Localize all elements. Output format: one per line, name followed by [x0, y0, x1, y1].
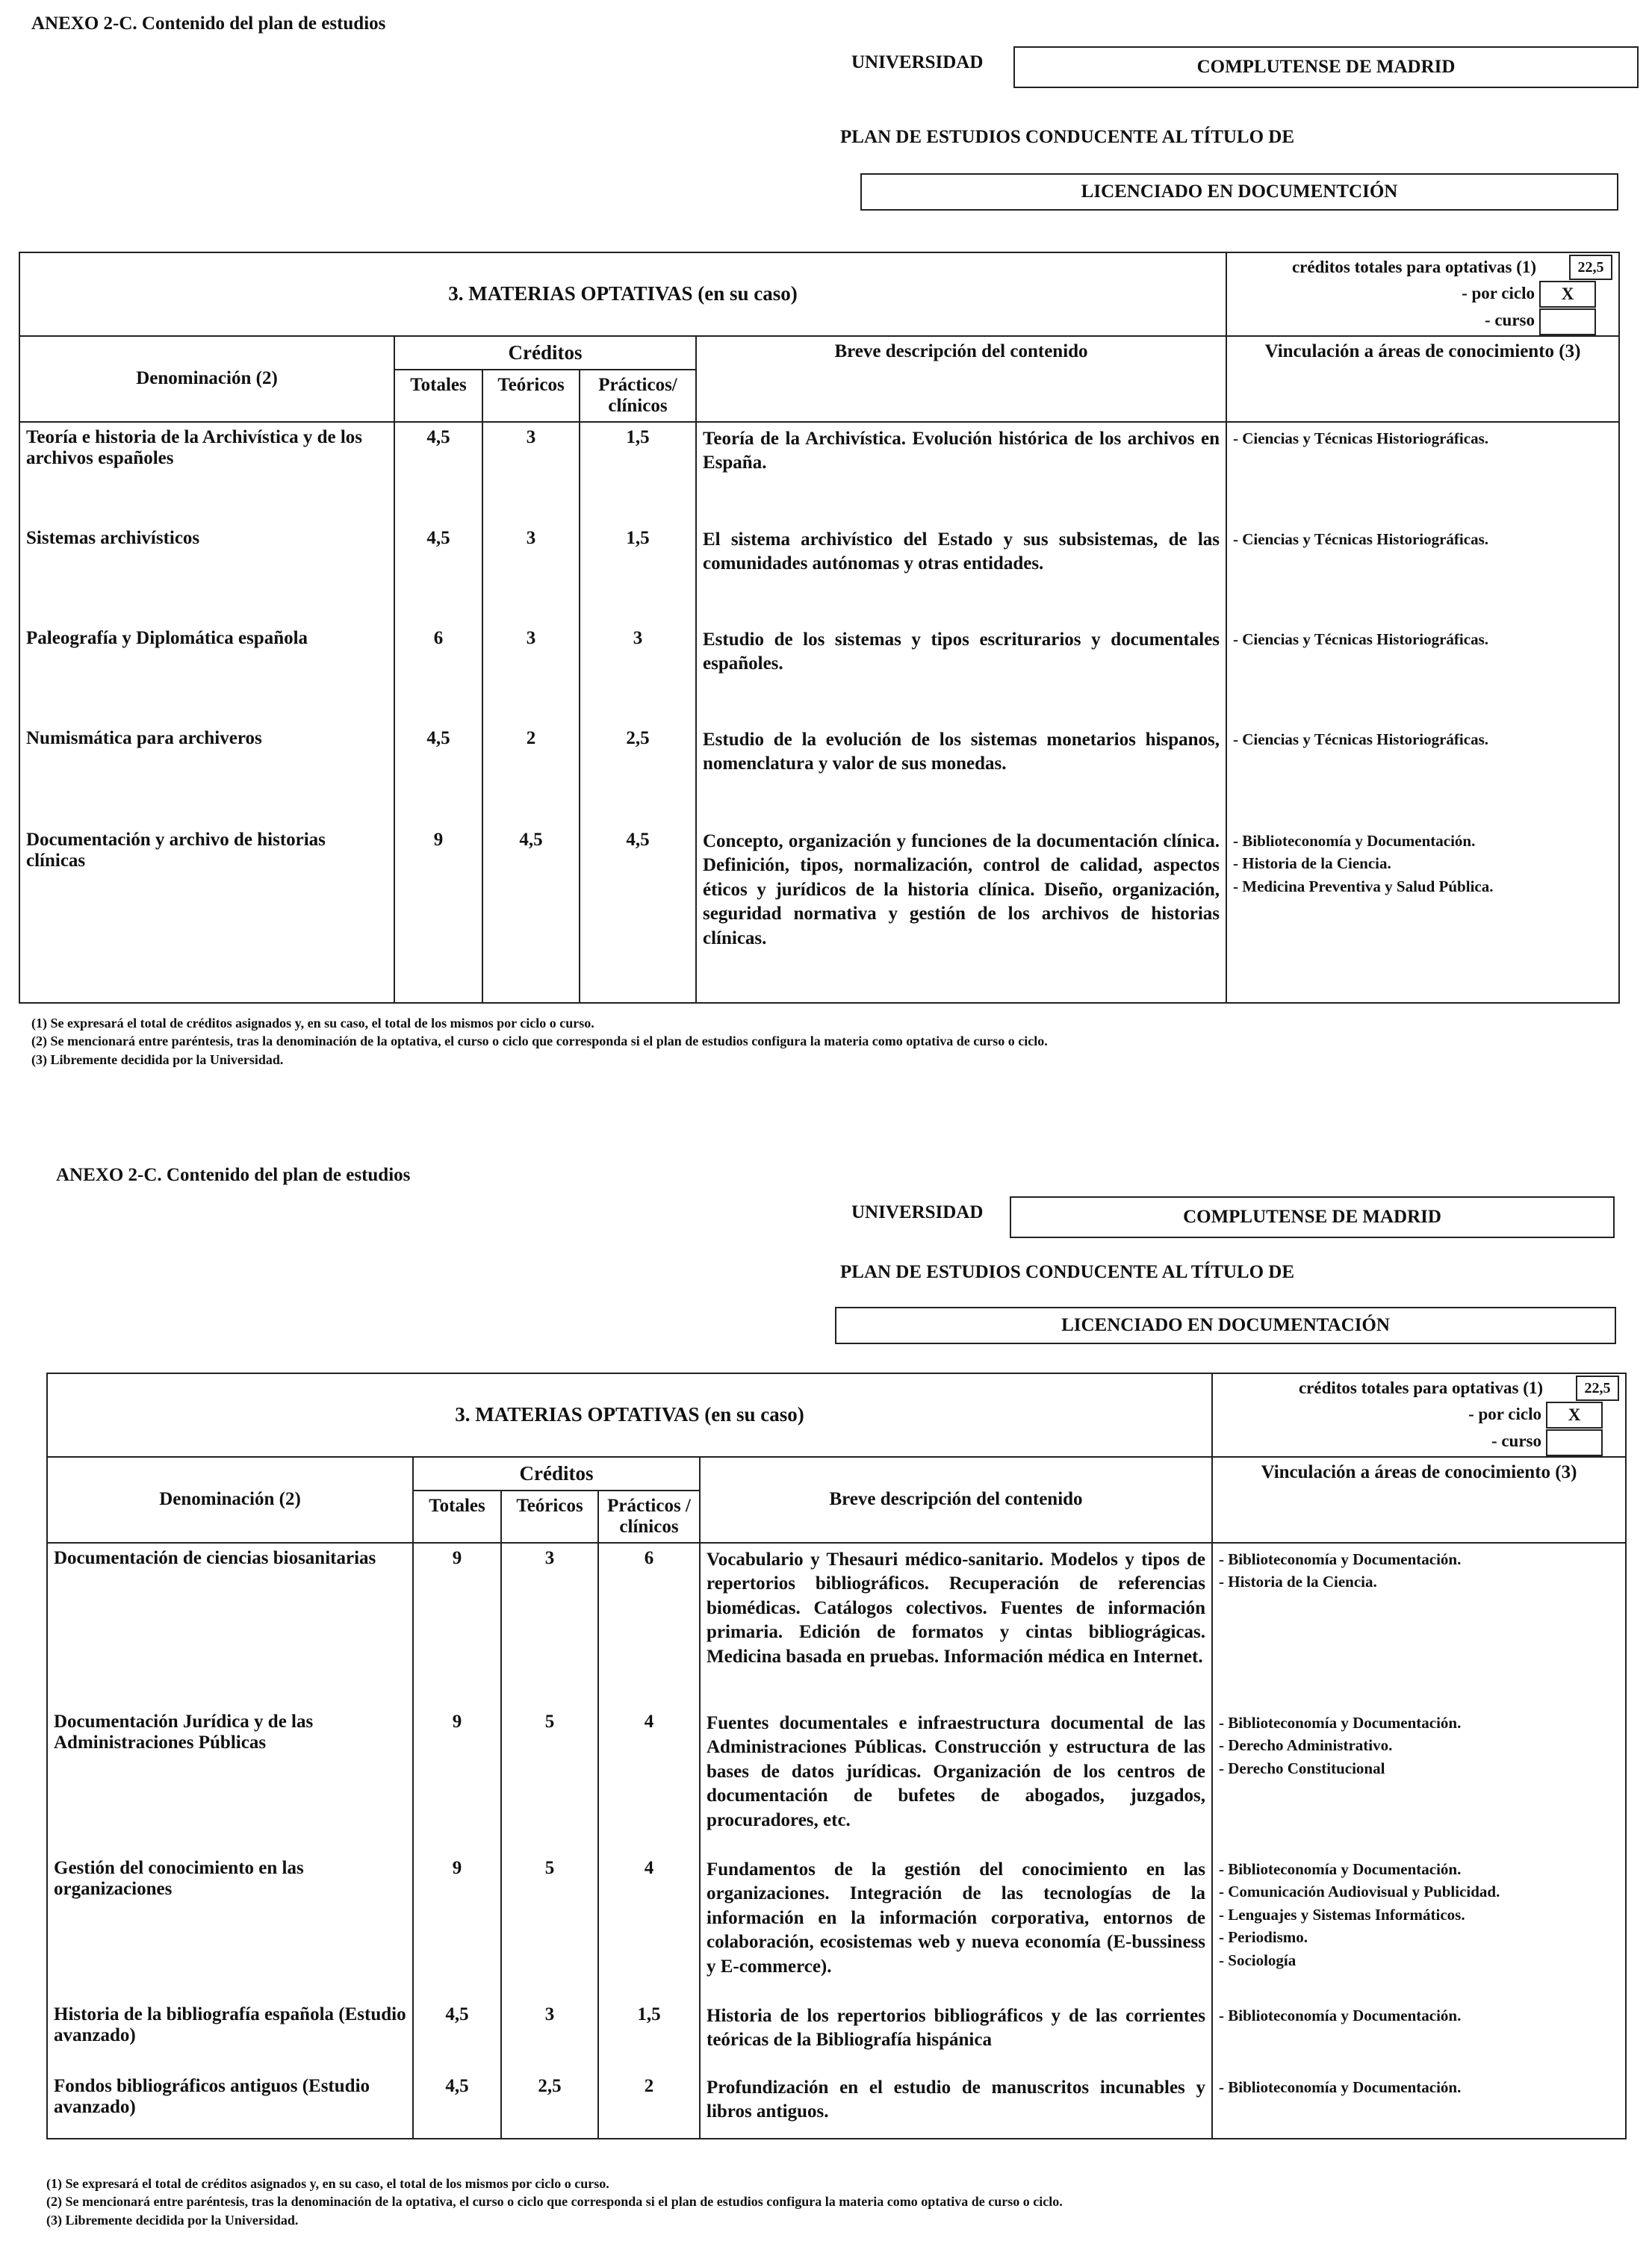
- header-totales: Totales: [413, 1491, 501, 1543]
- header-creditos: Créditos: [394, 336, 696, 370]
- row-areas: [1226, 523, 1619, 624]
- table-row: [47, 2000, 1626, 2072]
- table-row: [19, 724, 1619, 825]
- row-practicos: 4,5: [580, 825, 696, 1003]
- anexo-title: ANEXO 2-C. Contenido del plan de estudios: [31, 13, 386, 34]
- row-descripcion: Vocabulario y Thesauri médico-sanitario. Modelos y tipos de repertorios bibliográficos. Recuperación de referencias biomédicas. Catálogos colectivos. Fuentes de información primaria. Edición de formatos y cintas bibliográgicas. Medicina basada en pruebas. Información médica en Internet.: [700, 1543, 1212, 1707]
- area-item: - Ciencias y Técnicas Historiográficas.: [1233, 628, 1612, 650]
- row-areas: [1212, 1707, 1626, 1853]
- row-totales: 4,5: [394, 523, 482, 624]
- area-item: - Biblioteconomía y Documentación.: [1219, 2076, 1619, 2098]
- por-ciclo-value: X: [1539, 281, 1596, 308]
- footnotes: [46, 2175, 1637, 2229]
- credits-summary: [1227, 253, 1618, 335]
- row-totales: 6: [394, 624, 482, 724]
- header-denominacion: Denominación (2): [19, 336, 394, 422]
- row-totales: 4,5: [394, 422, 482, 523]
- table-row: [47, 2072, 1626, 2139]
- row-name: Fondos bibliográficos antiguos (Estudio avanzado): [47, 2072, 413, 2139]
- curso-label: - curso: [1484, 311, 1535, 330]
- row-practicos: 3: [580, 624, 696, 724]
- area-item: - Ciencias y Técnicas Historiográficas.: [1233, 427, 1612, 450]
- row-practicos: 1,5: [580, 422, 696, 523]
- section-title: 3. MATERIAS OPTATIVAS (en su caso): [19, 252, 1226, 336]
- optativas-table: [46, 1373, 1627, 2139]
- area-item: - Ciencias y Técnicas Historiográficas.: [1233, 728, 1612, 750]
- table-row: [19, 422, 1619, 523]
- area-item: - Biblioteconomía y Documentación.: [1233, 830, 1612, 852]
- area-item: - Derecho Constitucional: [1219, 1757, 1619, 1780]
- row-teoricos: 3: [482, 624, 580, 724]
- footnote: (3) Libremente decidida por la Universidad.: [31, 1051, 284, 1067]
- row-descripcion: Estudio de la evolución de los sistemas monetarios hispanos, nomenclatura y valor de sus monedas.: [696, 724, 1226, 825]
- header-descripcion: Breve descripción del contenido: [700, 1457, 1212, 1543]
- credits-total-value: 22,5: [1569, 255, 1612, 280]
- area-item: - Historia de la Ciencia.: [1219, 1570, 1619, 1593]
- row-name: Historia de la bibliografía española (Estudio avanzado): [47, 2000, 413, 2072]
- row-areas: [1212, 2072, 1626, 2139]
- curso-value: [1539, 308, 1596, 335]
- university-label: UNIVERSIDAD: [851, 52, 984, 72]
- row-teoricos: 5: [501, 1707, 598, 1853]
- row-totales: 9: [413, 1707, 501, 1853]
- footnote: (2) Se mencionará entre paréntesis, tras la denominación de la optativa, el curso o ciclo que corresponda si el plan de estudios configura la materia como optativa de curso o ciclo.: [31, 1034, 1048, 1049]
- row-name: Documentación y archivo de historias clínicas: [19, 825, 394, 1003]
- row-practicos: 1,5: [598, 2000, 700, 2072]
- row-teoricos: 2,5: [501, 2072, 598, 2139]
- table-row: [19, 624, 1619, 724]
- table-row: [47, 1853, 1626, 2000]
- credits-total-value: 22,5: [1576, 1376, 1619, 1401]
- row-practicos: 4: [598, 1707, 700, 1853]
- credits-total-label: créditos totales para optativas (1): [1291, 258, 1537, 276]
- table-row: [19, 825, 1619, 1003]
- footnote: (3) Libremente decidida por la Universidad.: [46, 2212, 299, 2228]
- area-item: - Ciencias y Técnicas Historiográficas.: [1233, 528, 1612, 550]
- por-ciclo-label: - por ciclo: [1468, 1404, 1542, 1423]
- row-name: Numismática para archiveros: [19, 724, 394, 825]
- row-name: Gestión del conocimiento en las organizaciones: [47, 1853, 413, 2000]
- header-teoricos: Teóricos: [482, 370, 580, 422]
- table-row: [19, 523, 1619, 624]
- row-areas: [1226, 825, 1619, 1003]
- row-teoricos: 3: [501, 2000, 598, 2072]
- area-item: - Periodismo.: [1219, 1926, 1619, 1948]
- area-item: - Lenguajes y Sistemas Informáticos.: [1219, 1903, 1619, 1926]
- row-teoricos: 5: [501, 1853, 598, 2000]
- row-descripcion: Historia de los repertorios bibliográficos y de las corrientes teóricas de la Bibliografía hispánica: [700, 2000, 1212, 2072]
- row-descripcion: Fuentes documentales e infraestructura documental de las Administraciones Públicas. Construcción y estructura de las bases de datos jurídicas. Organización de los centros de documentación de bufetes de abogados, juzgados, procuradores, etc.: [700, 1707, 1212, 1853]
- row-practicos: 2,5: [580, 724, 696, 825]
- row-descripcion: Concepto, organización y funciones de la documentación clínica. Definición, tipos, normalización, control de calidad, aspectos éticos y jurídicos de la historia clínica. Diseño, organización, seguridad normativa y gestión de los archivos de historias clínicas.: [696, 825, 1226, 1003]
- area-item: - Historia de la Ciencia.: [1233, 852, 1612, 874]
- row-practicos: 2: [598, 2072, 700, 2139]
- row-areas: [1212, 1543, 1626, 1707]
- por-ciclo-label: - por ciclo: [1462, 283, 1535, 302]
- por-ciclo-value: X: [1546, 1402, 1603, 1429]
- area-item: - Biblioteconomía y Documentación.: [1219, 1712, 1619, 1734]
- row-totales: 4,5: [413, 2000, 501, 2072]
- header-vinculacion: Vinculación a áreas de conocimiento (3): [1226, 336, 1619, 422]
- plan-title: PLAN DE ESTUDIOS CONDUCENTE AL TÍTULO DE: [840, 127, 1295, 147]
- row-areas: [1212, 2000, 1626, 2072]
- footnote: (1) Se expresará el total de créditos asignados y, en su caso, el total de los mismos por ciclo o curso.: [46, 2176, 609, 2191]
- area-item: - Comunicación Audiovisual y Publicidad.: [1219, 1880, 1619, 1903]
- section-title: 3. MATERIAS OPTATIVAS (en su caso): [47, 1373, 1212, 1457]
- header-creditos: Créditos: [413, 1457, 700, 1491]
- row-descripcion: Fundamentos de la gestión del conocimiento en las organizaciones. Integración de las tecnologías de la información en la información corporativa, entornos de colaboración, ecosistemas web y nueva economía (E-bussiness y E-commerce).: [700, 1853, 1212, 2000]
- row-teoricos: 3: [501, 1543, 598, 1707]
- degree-box: LICENCIADO EN DOCUMENTCIÓN: [860, 173, 1618, 211]
- plan-title: PLAN DE ESTUDIOS CONDUCENTE AL TÍTULO DE: [840, 1262, 1295, 1282]
- row-name: Sistemas archivísticos: [19, 523, 394, 624]
- university-name-box: COMPLUTENSE DE MADRID: [1013, 46, 1639, 88]
- degree-box: LICENCIADO EN DOCUMENTACIÓN: [835, 1307, 1616, 1344]
- row-teoricos: 3: [482, 422, 580, 523]
- row-name: Paleografía y Diplomática española: [19, 624, 394, 724]
- row-practicos: 4: [598, 1853, 700, 2000]
- row-totales: 9: [394, 825, 482, 1003]
- area-item: - Biblioteconomía y Documentación.: [1219, 1858, 1619, 1880]
- footnote: (1) Se expresará el total de créditos asignados y, en su caso, el total de los mismos por ciclo o curso.: [31, 1016, 594, 1031]
- row-areas: [1226, 422, 1619, 523]
- row-totales: 9: [413, 1853, 501, 2000]
- header-vinculacion: Vinculación a áreas de conocimiento (3): [1212, 1457, 1626, 1543]
- row-name: Documentación de ciencias biosanitarias: [47, 1543, 413, 1707]
- header-descripcion: Breve descripción del contenido: [696, 336, 1226, 422]
- header-teoricos: Teóricos: [501, 1491, 598, 1543]
- university-label: UNIVERSIDAD: [851, 1202, 984, 1222]
- row-totales: 4,5: [394, 724, 482, 825]
- row-areas: [1226, 624, 1619, 724]
- row-areas: [1226, 724, 1619, 825]
- row-teoricos: 2: [482, 724, 580, 825]
- row-practicos: 6: [598, 1543, 700, 1707]
- header-totales: Totales: [394, 370, 482, 422]
- row-teoricos: 3: [482, 523, 580, 624]
- footnotes: [31, 1014, 1637, 1069]
- row-name: Documentación Jurídica y de las Administraciones Públicas: [47, 1707, 413, 1853]
- table-row: [47, 1543, 1626, 1707]
- curso-label: - curso: [1491, 1432, 1542, 1451]
- credits-total-label: créditos totales para optativas (1): [1298, 1379, 1544, 1397]
- row-descripcion: Teoría de la Archivística. Evolución histórica de los archivos en España.: [696, 422, 1226, 523]
- curso-value: [1546, 1429, 1603, 1456]
- row-totales: 9: [413, 1543, 501, 1707]
- university-name-box: COMPLUTENSE DE MADRID: [1010, 1196, 1615, 1238]
- optativas-table: [19, 252, 1620, 1004]
- anexo-title: ANEXO 2-C. Contenido del plan de estudios: [56, 1165, 411, 1185]
- row-name: Teoría e historia de la Archivística y de los archivos españoles: [19, 422, 394, 523]
- header-practicos: Prácticos/ clínicos: [580, 370, 696, 422]
- area-item: - Sociología: [1219, 1949, 1619, 1971]
- row-areas: [1212, 1853, 1626, 2000]
- header-denominacion: Denominación (2): [47, 1457, 413, 1543]
- area-item: - Medicina Preventiva y Salud Pública.: [1233, 875, 1612, 898]
- area-item: - Biblioteconomía y Documentación.: [1219, 2004, 1619, 2027]
- row-descripcion: Estudio de los sistemas y tipos escriturarios y documentales españoles.: [696, 624, 1226, 724]
- area-item: - Biblioteconomía y Documentación.: [1219, 1548, 1619, 1570]
- row-descripcion: Profundización en el estudio de manuscritos incunables y libros antiguos.: [700, 2072, 1212, 2139]
- credits-summary: [1213, 1374, 1625, 1456]
- header-practicos: Prácticos / clínicos: [598, 1491, 700, 1543]
- row-practicos: 1,5: [580, 523, 696, 624]
- area-item: - Derecho Administrativo.: [1219, 1734, 1619, 1756]
- footnote: (2) Se mencionará entre paréntesis, tras la denominación de la optativa, el curso o ciclo que corresponda si el plan de estudios configura la materia como optativa de curso o ciclo.: [46, 2194, 1063, 2210]
- row-totales: 4,5: [413, 2072, 501, 2139]
- row-descripcion: El sistema archivístico del Estado y sus subsistemas, de las comunidades autónomas y otras entidades.: [696, 523, 1226, 624]
- table-row: [47, 1707, 1626, 1853]
- row-teoricos: 4,5: [482, 825, 580, 1003]
